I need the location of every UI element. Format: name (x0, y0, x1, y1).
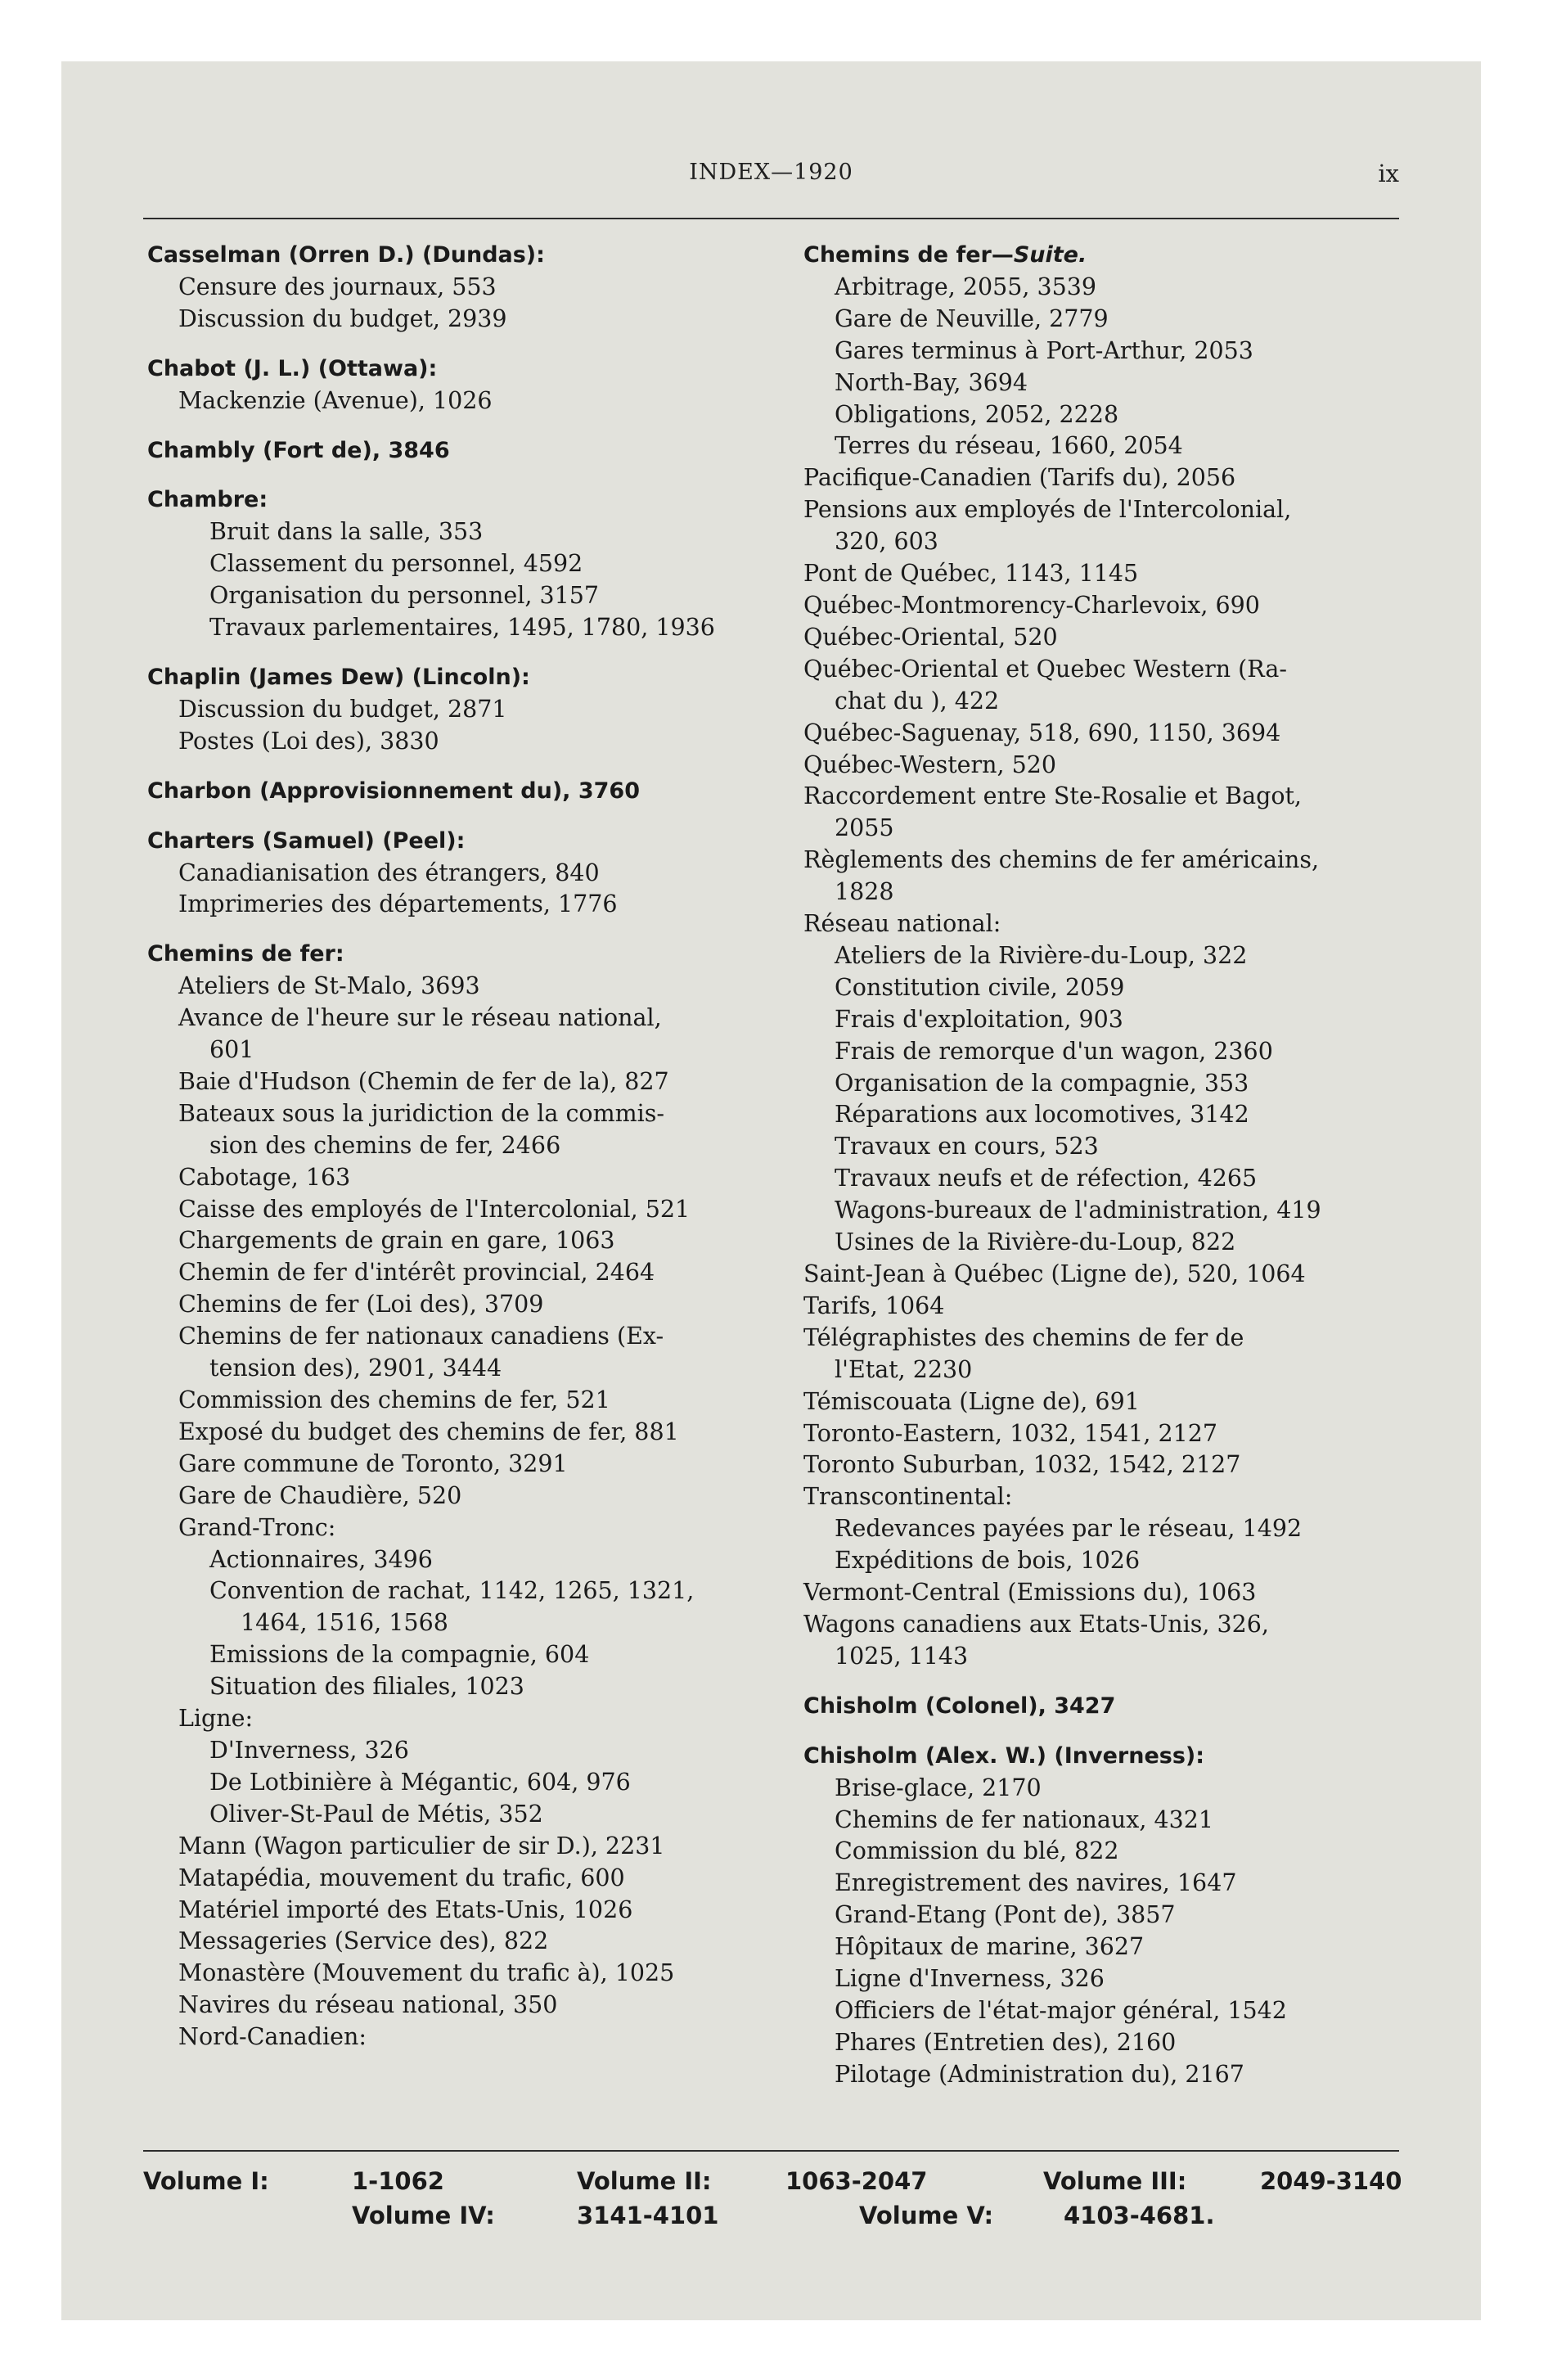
index-entry (803, 526, 1470, 558)
entry-text: Arbitrage, 2055, 3539 (835, 273, 1097, 300)
index-entry (803, 1323, 1470, 1355)
index-entry (803, 304, 1470, 336)
entry-text: Situation des filiales, 1023 (209, 1673, 524, 1701)
entry-text: Convention de rachat, 1142, 1265, 1321, (209, 1577, 695, 1605)
index-entry (147, 1130, 785, 1162)
index-entry-heading (147, 826, 785, 858)
entry-text: Gare de Chaudière, 520 (178, 1481, 462, 1509)
index-entry (803, 877, 1470, 908)
entry-text: Terres du réseau, 1660, 2054 (835, 432, 1183, 460)
entry-text: Hôpitaux de marine, 3627 (835, 1933, 1145, 1961)
entry-text: Imprimeries des départements, 1776 (178, 890, 618, 918)
index-entry (147, 1767, 785, 1799)
entry-heading-name: Charbon (147, 778, 252, 804)
bottom-rule (143, 2150, 1399, 2152)
index-entry (803, 1449, 1470, 1481)
entry-text: Pilotage (Administration du), 2167 (835, 2060, 1244, 2088)
entry-text: Raccordement entre Ste-Rosalie et Bagot, (803, 782, 1302, 810)
index-entry (803, 1868, 1470, 1900)
index-entry (803, 462, 1470, 494)
entry-text: Baie d'Hudson (Chemin de fer de la), 827 (178, 1067, 669, 1095)
entry-text: Travaux neufs et de réfection, 4265 (835, 1165, 1258, 1192)
entry-text: Québec-Saguenay, 518, 690, 1150, 3694 (803, 719, 1281, 746)
entry-text: Postes (Loi des), 3830 (178, 727, 439, 755)
entry-text: Commission du blé, 822 (835, 1837, 1119, 1865)
entry-text: Usines de la Rivière-du-Loup, 822 (835, 1228, 1236, 1256)
index-entry (147, 516, 785, 548)
entry-heading-name: Casselman (Orren D.) (147, 242, 415, 268)
index-entry (147, 1863, 785, 1895)
entry-text: Chargements de grain en gare, 1063 (178, 1227, 615, 1255)
index-entry (147, 1831, 785, 1863)
index-entry (147, 1098, 785, 1130)
scanned-page (61, 61, 1481, 2320)
entry-text: 1828 (835, 878, 894, 906)
entry-text: Censure des journaux, 553 (178, 273, 497, 300)
entry-text: Officiers de l'état-major général, 1542 (835, 1996, 1287, 2024)
entry-text: Saint-Jean à Québec (Ligne de), 520, 1064 (803, 1260, 1306, 1287)
index-entry-heading (147, 435, 785, 467)
entry-text: Ateliers de St-Malo, 3693 (178, 972, 480, 1000)
entry-text: Québec-Oriental et Quebec Western (Ra- (803, 655, 1287, 683)
index-entry-heading (803, 1691, 1470, 1723)
entry-text: Constitution civile, 2059 (835, 973, 1125, 1001)
footer-volume-3-range: 2049-3140 (1260, 2167, 1402, 2195)
entry-text: Toronto-Eastern, 1032, 1541, 2127 (803, 1419, 1218, 1447)
index-entry (803, 845, 1470, 877)
entry-text: Phares (Entretien des), 2160 (835, 2028, 1177, 2056)
entry-text: Gare commune de Toronto, 3291 (178, 1449, 568, 1477)
index-entry (147, 1703, 785, 1735)
footer-volume-1-range: 1-1062 (352, 2167, 444, 2195)
entry-text: Québec-Western, 520 (803, 751, 1057, 778)
index-entry (803, 718, 1470, 750)
index-entry (147, 1544, 785, 1576)
entry-text: Discussion du budget, 2871 (178, 695, 507, 723)
entry-text: Travaux parlementaires, 1495, 1780, 1936 (209, 614, 715, 642)
entry-text: De Lotbinière à Mégantic, 604, 976 (209, 1768, 631, 1796)
index-entry (147, 889, 785, 921)
entry-text: Réseau national: (803, 910, 1001, 938)
entry-text: Ateliers de la Rivière-du-Loup, 322 (835, 941, 1248, 969)
index-entry (803, 1195, 1470, 1227)
entry-text: Mann (Wagon particulier de sir D.), 2231 (178, 1832, 665, 1859)
entry-text: Emissions de la compagnie, 604 (209, 1641, 590, 1669)
index-entry-heading (147, 240, 785, 272)
index-entry (147, 1799, 785, 1831)
entry-text: Québec-Oriental, 520 (803, 623, 1058, 651)
entry-heading-name: Chabot (J. L.) (147, 355, 311, 381)
index-entry (803, 908, 1470, 940)
entry-text: Toronto Suburban, 1032, 1542, 2127 (803, 1451, 1241, 1479)
running-head: INDEX—1920 (689, 160, 853, 185)
index-entry (803, 272, 1470, 304)
index-entry (803, 1773, 1470, 1805)
entry-text: Navires du réseau national, 350 (178, 1991, 558, 2019)
entry-text: 1464, 1516, 1568 (241, 1609, 448, 1637)
index-entry (147, 1958, 785, 1990)
entry-text: chat du ), 422 (835, 687, 1000, 714)
index-entry (803, 336, 1470, 367)
entry-text: Matapédia, mouvement du trafic, 600 (178, 1864, 625, 1891)
index-entry-heading (803, 240, 1470, 272)
index-entry (803, 1163, 1470, 1195)
entry-text: Matériel importé des Etats-Unis, 1026 (178, 1895, 633, 1923)
entry-text: Cabotage, 163 (178, 1163, 351, 1191)
entry-text: Québec-Montmorency-Charlevoix, 690 (803, 591, 1260, 619)
entry-text: (Inverness): (1046, 1742, 1205, 1769)
index-entry-heading (803, 1741, 1470, 1773)
footer-volume-3-label: Volume III: (1043, 2167, 1187, 2195)
entry-text: Actionnaires, 3496 (209, 1545, 433, 1573)
entry-text: Brise-glace, 2170 (835, 1774, 1042, 1801)
footer-volume-2-range: 1063-2047 (785, 2167, 928, 2195)
entry-text: Télégraphistes des chemins de fer de (803, 1323, 1244, 1351)
entry-text: l'Etat, 2230 (835, 1355, 973, 1383)
index-entry (147, 1194, 785, 1226)
index-entry (803, 781, 1470, 813)
index-entry (147, 971, 785, 1003)
index-entry (147, 1512, 785, 1544)
index-entry (803, 654, 1470, 686)
entry-text: Vermont-Central (Emissions du), 1063 (803, 1579, 1257, 1607)
entry-text: Enregistrement des navires, 1647 (835, 1869, 1237, 1897)
entry-heading-name: Charters (Samuel) (147, 827, 375, 854)
entry-text: 601 (209, 1036, 254, 1064)
index-entry (147, 1575, 785, 1607)
index-entry (803, 1291, 1470, 1323)
index-entry-heading (147, 776, 785, 808)
entry-text: Réparations aux locomotives, 3142 (835, 1101, 1249, 1129)
index-entry (147, 694, 785, 726)
entry-text: Chemin de fer d'intérêt provincial, 2464 (178, 1259, 655, 1287)
index-column-left (147, 240, 785, 2053)
entry-heading-name: Chambly (147, 437, 255, 463)
index-entry (803, 1036, 1470, 1068)
index-entry (147, 1289, 785, 1321)
index-entry (147, 1003, 785, 1034)
entry-text: Témiscouata (Ligne de), 691 (803, 1387, 1140, 1415)
index-entry (147, 1639, 785, 1671)
index-entry (803, 367, 1470, 399)
entry-text: Gare de Neuville, 2779 (835, 304, 1109, 332)
index-entry (803, 1545, 1470, 1577)
entry-heading-name: Chisholm (803, 1693, 918, 1719)
entry-text: (Colonel), 3427 (917, 1693, 1116, 1719)
index-entry (803, 399, 1470, 431)
entry-text: Exposé du budget des chemins de fer, 881 (178, 1418, 679, 1445)
entry-text: Obligations, 2052, 2228 (835, 400, 1119, 428)
index-entry (147, 1385, 785, 1417)
index-entry (147, 1481, 785, 1512)
entry-text: Ligne d'Inverness, 326 (835, 1965, 1105, 1993)
footer-volume-5-range: 4103-4681. (1064, 2202, 1215, 2229)
index-entry (803, 1577, 1470, 1609)
entry-text: Frais de remorque d'un wagon, 2360 (835, 1037, 1273, 1065)
index-entry (147, 1257, 785, 1289)
entry-text: 1025, 1143 (835, 1642, 969, 1670)
entry-text: North-Bay, 3694 (835, 368, 1028, 396)
entry-heading-name: Chemins de fer: (147, 941, 344, 967)
entry-text: Chemins de fer (Loi des), 3709 (178, 1291, 544, 1318)
index-entry (803, 1227, 1470, 1259)
entry-text: Organisation du personnel, 3157 (209, 582, 599, 610)
index-entry (803, 1805, 1470, 1837)
entry-text: Suite. (1013, 242, 1087, 268)
footer-volume-4-label: Volume IV: (352, 2202, 495, 2229)
entry-text: (Peel): (374, 827, 466, 854)
index-entry (803, 558, 1470, 590)
entry-text: Redevances payées par le réseau, 1492 (835, 1515, 1303, 1543)
entry-text: Bruit dans la salle, 353 (209, 518, 484, 546)
entry-text: Mackenzie (Avenue), 1026 (178, 386, 493, 414)
footer-volume-5-label: Volume V: (859, 2202, 994, 2229)
index-entry-heading (147, 662, 785, 694)
index-entry (147, 580, 785, 612)
entry-text: tension des), 2901, 3444 (209, 1355, 502, 1382)
index-entry (803, 1259, 1470, 1291)
index-entry (803, 1386, 1470, 1418)
entry-text: Tarifs, 1064 (803, 1291, 945, 1319)
index-entry (147, 1607, 785, 1639)
index-entry (803, 1418, 1470, 1450)
index-entry (803, 1099, 1470, 1131)
entry-text: Règlements des chemins de fer américains, (803, 846, 1320, 874)
index-entry (803, 1995, 1470, 2027)
index-entry (803, 494, 1470, 526)
index-entry (803, 1481, 1470, 1513)
entry-text: (Fort de), 3846 (254, 437, 450, 463)
entry-text: Expéditions de bois, 1026 (835, 1547, 1141, 1575)
entry-text: Messageries (Service des), 822 (178, 1927, 549, 1955)
index-entry (147, 1353, 785, 1385)
entry-heading-name: Chisholm (Alex. W.) (803, 1742, 1046, 1769)
index-entry (147, 726, 785, 758)
entry-text: Wagons canadiens aux Etats-Unis, 326, (803, 1610, 1269, 1638)
index-entry (803, 750, 1470, 782)
index-entry (803, 972, 1470, 1004)
entry-text: Classement du personnel, 4592 (209, 550, 583, 578)
footer-volume-1-label: Volume I: (143, 2167, 269, 2195)
entry-text: Caisse des employés de l'Intercolonial, 521 (178, 1195, 691, 1223)
entry-text: Frais d'exploitation, 903 (835, 1005, 1123, 1033)
index-entry (147, 1417, 785, 1449)
footer-volume-4-range: 3141-4101 (577, 2202, 719, 2229)
index-entry (803, 1355, 1470, 1386)
entry-text: Transcontinental: (803, 1483, 1013, 1511)
entry-text: Monastère (Mouvement du trafic à), 1025 (178, 1959, 675, 1987)
index-entry (803, 686, 1470, 718)
entry-text: Chemins de fer nationaux canadiens (Ex- (178, 1323, 664, 1350)
entry-text: Grand-Etang (Pont de), 3857 (835, 1901, 1176, 1929)
entry-text: 2055 (835, 814, 894, 842)
entry-text: Oliver-St-Paul de Métis, 352 (209, 1800, 543, 1828)
index-entry (147, 1671, 785, 1703)
entry-text: Bateaux sous la juridiction de la commis- (178, 1099, 664, 1127)
index-entry (803, 1004, 1470, 1036)
index-entry (147, 1034, 785, 1066)
index-entry (803, 1513, 1470, 1545)
index-entry (147, 385, 785, 417)
entry-text: Nord-Canadien: (178, 2023, 367, 2051)
index-entry (147, 304, 785, 336)
entry-text: (Approvisionnement du), 3760 (251, 778, 640, 804)
index-entry (803, 1068, 1470, 1100)
index-entry-heading (147, 354, 785, 385)
entry-text: (Ottawa): (310, 355, 438, 381)
entry-text: Pacifique-Canadien (Tarifs du), 2056 (803, 464, 1236, 492)
index-entry (803, 1609, 1470, 1641)
index-entry (147, 1926, 785, 1958)
index-entry (147, 2022, 785, 2053)
index-entry (147, 1066, 785, 1098)
index-entry (803, 1836, 1470, 1868)
index-entry (803, 430, 1470, 462)
index-column-right (803, 240, 1470, 2091)
entry-heading-name: Chambre: (147, 487, 268, 513)
index-entry (147, 1162, 785, 1194)
index-entry (147, 1990, 785, 2022)
index-entry (147, 1225, 785, 1257)
entry-heading-name: Chaplin (James Dew) (147, 664, 405, 690)
index-entry (803, 2059, 1470, 2091)
entry-text: Ligne: (178, 1705, 254, 1733)
page-number: ix (1378, 160, 1399, 187)
index-entry (803, 2027, 1470, 2059)
index-entry (147, 858, 785, 890)
entry-text: Commission des chemins de fer, 521 (178, 1386, 610, 1413)
entry-text: Grand-Tronc: (178, 1513, 336, 1541)
index-entry (147, 1895, 785, 1927)
entry-text: (Lincoln): (404, 664, 530, 690)
entry-text: Gares terminus à Port-Arthur, 2053 (835, 336, 1253, 364)
entry-text: Wagons-bureaux de l'administration, 419 (835, 1197, 1321, 1224)
entry-text: Chemins de fer nationaux, 4321 (835, 1805, 1213, 1833)
entry-text: Pensions aux employés de l'Intercolonial, (803, 496, 1292, 524)
top-rule (143, 218, 1399, 219)
index-entry (803, 1931, 1470, 1963)
entry-text: Travaux en cours, 523 (835, 1133, 1099, 1161)
index-entry (147, 548, 785, 580)
index-entry (147, 1321, 785, 1353)
entry-text: Canadianisation des étrangers, 840 (178, 859, 600, 886)
entry-text: Discussion du budget, 2939 (178, 304, 507, 332)
index-entry (803, 622, 1470, 654)
index-entry (803, 1131, 1470, 1163)
index-entry (803, 813, 1470, 845)
entry-text: Avance de l'heure sur le réseau national, (178, 1004, 662, 1032)
index-entry (147, 1735, 785, 1767)
index-entry (803, 1900, 1470, 1931)
index-entry-heading (147, 939, 785, 971)
entry-text: Pont de Québec, 1143, 1145 (803, 560, 1139, 588)
index-entry-heading (147, 485, 785, 516)
footer-volume-2-label: Volume II: (577, 2167, 712, 2195)
entry-text: D'Inverness, 326 (209, 1736, 409, 1764)
entry-text: 320, 603 (835, 528, 938, 556)
index-entry (803, 1963, 1470, 1995)
index-entry (147, 272, 785, 304)
index-entry (803, 1641, 1470, 1673)
entry-text: Organisation de la compagnie, 353 (835, 1069, 1249, 1097)
index-entry (147, 612, 785, 644)
entry-heading-name: Chemins de fer— (803, 242, 1014, 268)
index-entry (803, 590, 1470, 622)
index-entry (147, 1449, 785, 1481)
entry-text: (Dundas): (414, 242, 545, 268)
index-entry (803, 940, 1470, 972)
entry-text: sion des chemins de fer, 2466 (209, 1131, 561, 1159)
